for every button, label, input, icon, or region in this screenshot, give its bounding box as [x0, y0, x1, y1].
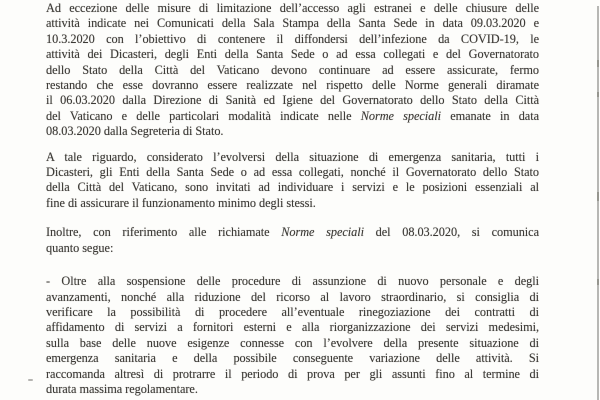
text-segment: Inoltre, con riferimento alle richiamate — [46, 225, 282, 240]
text-segment: del Vaticano e delle particolari modalità indicate nelle — [46, 108, 361, 123]
text-segment: del 08.03.2020, si comunica — [363, 225, 539, 240]
text-line: fine di assicurare il funzionamento minimo degli stessi. — [46, 195, 316, 210]
scan-artifact-tick — [597, 60, 599, 67]
text-line: della Città del Vaticano, sono invitati ad individuare i servizi e le posizioni essenziali al — [46, 180, 539, 195]
text-line: restando che esse dovranno essere realizzate nel rispetto delle Norme generali diramate — [46, 78, 539, 93]
text-line: A tale riguardo, considerato l’evolversi della situazione di emergenza sanitaria, tutti i — [46, 149, 539, 164]
text-line: - Oltre alla sospensione delle procedure di assunzione di nuovo personale e degli — [46, 274, 539, 289]
scan-artifact-tick — [597, 279, 599, 285]
italic-norme-speciali: Norme speciali — [281, 225, 364, 240]
document-body-text — [46, 1, 539, 397]
text-line: sulla base delle nuove esigenze connesse con l’evolvere della presente situazione di — [46, 335, 539, 350]
paragraph-4-bullet — [46, 274, 539, 397]
paragraph-1 — [46, 1, 539, 140]
text-line — [46, 109, 539, 124]
text-line: Ad eccezione delle misure di limitazione dell’accesso agli estranei e delle chiusure delle — [46, 1, 539, 15]
scan-artifact-tick — [597, 192, 599, 201]
text-line: attività dei Dicasteri, degli Enti della Santa Sede o ad essa collegati e del Governatorato — [46, 47, 539, 62]
text-line: avanzamenti, nonché alla riduzione del ricorso al lavoro straordinario, si consiglia di — [46, 289, 539, 304]
text-line: 08.03.2020 dalla Segreteria di Stato. — [46, 124, 224, 139]
text-line: Dicasteri, gli Enti della Santa Sede o ad essa collegati, nonché il Governatorato dello Stato — [46, 165, 539, 180]
paragraph-3 — [46, 225, 539, 256]
text-line: il 06.03.2020 dalla Direzione di Sanità ed Igiene del Governatorato dello Stato della Città — [46, 93, 539, 108]
paragraph-2 — [46, 150, 539, 212]
text-line: attività indicate nei Comunicati della Sala Stampa della Santa Sede in data 09.03.2020 e — [46, 16, 539, 31]
text-line — [46, 225, 539, 240]
scan-artifact-tick — [597, 92, 599, 97]
text-line: affidamento di servizi a fornitori esterni e alla riorganizzazione dei servizi medesimi, — [46, 320, 539, 335]
text-line: 10.3.2020 con l’obiettivo di contenere il diffondersi dell’infezione da COVID-19, le — [46, 31, 539, 46]
text-line: raccomanda altresì di protrarre il periodo di prova per gli assunti fino al termine di — [46, 366, 539, 381]
text-line: emergenza sanitaria e della possibile conseguente variazione delle attività. Si — [46, 351, 539, 366]
text-segment: emanate in data — [441, 108, 539, 123]
italic-norme-speciali: Norme speciali — [360, 108, 442, 123]
text-line: dello Stato della Città del Vaticano devono continuare ad essere assicurate, fermo — [46, 62, 539, 77]
scan-artifact-speck — [28, 379, 33, 381]
text-line: quanto segue: — [46, 240, 114, 255]
text-line: verificare la possibilità di procedere all’eventuale rinegoziazione dei contratti di — [46, 304, 539, 319]
text-line: durata massima regolamentare. — [46, 381, 198, 396]
